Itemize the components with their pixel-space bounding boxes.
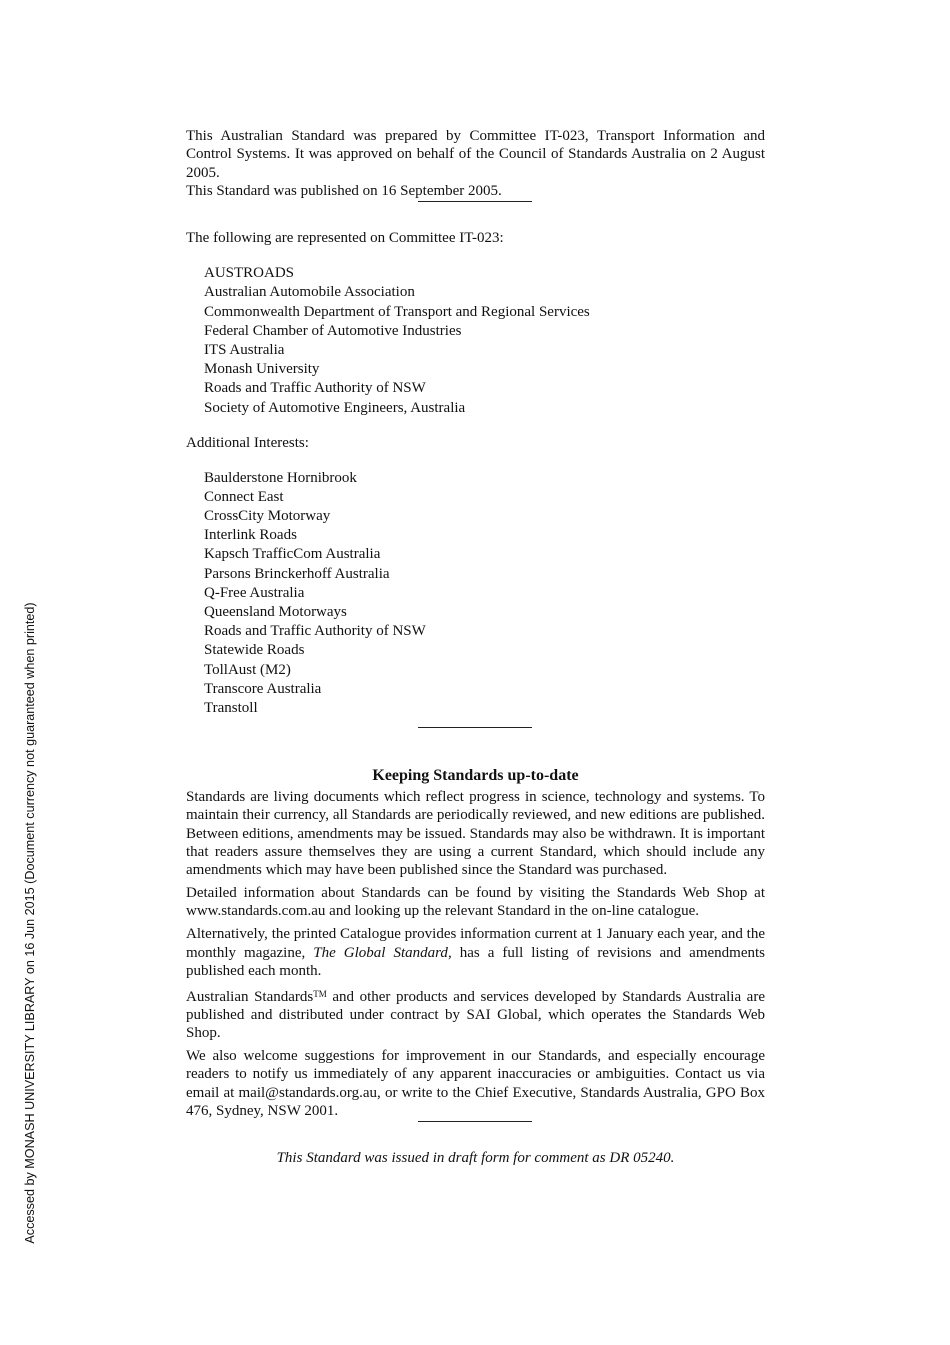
list-item: Australian Automobile Association <box>204 284 415 301</box>
committee-intro: The following are represented on Committee IT-023: <box>186 230 504 247</box>
keeping-standards-heading: Keeping Standards up-to-date <box>372 767 579 785</box>
list-item: Connect East <box>204 488 284 505</box>
paragraph-suggestions: We also welcome suggestions for improvement in our Standards, and especially encourage readers to notify us immediately of any apparent inaccuracies or ambiguities. Contact us via email at mail@standards.org.au, or write to the Chief Executive, Standards Australia, GPO Box 476, Sydney, NSW 2001. <box>186 1047 765 1119</box>
list-item: CrossCity Motorway <box>204 508 331 525</box>
list-item: Kapsch TrafficCom Australia <box>204 546 381 563</box>
divider-2 <box>418 727 532 728</box>
list-item: AUSTROADS <box>204 265 295 282</box>
list-item: Baulderstone Hornibrook <box>204 469 357 486</box>
list-item: Q-Free Australia <box>204 584 305 601</box>
paragraph-sai-global: Australian Standards™ and other products and services developed by Standards Australia are published and distributed under contract by SAI Global, which operates the Standards Web Shop. <box>186 988 765 1042</box>
list-item: Roads and Traffic Authority of NSW <box>204 380 426 397</box>
list-item: Queensland Motorways <box>204 604 347 620</box>
publication-date: This Standard was published on 16 September 2005. <box>186 182 502 199</box>
list-item: Parsons Brinckerhoff Australia <box>204 565 390 582</box>
access-watermark: Accessed by MONASH UNIVERSITY LIBRARY on 16 Jun 2015 (Document currency not guaranteed when printed) <box>23 602 37 1244</box>
divider-1 <box>418 201 532 202</box>
magazine-title: The Global Standard <box>313 944 448 961</box>
committee-member-list <box>186 264 765 418</box>
list-item: Monash University <box>204 361 320 378</box>
list-item: ITS Australia <box>204 341 285 358</box>
paragraph-web-shop: Detailed information about Standards can be found by visiting the Standards Web Shop at www.standards.com.au and looking up the relevant Standard in the on-line catalogue. <box>186 885 765 920</box>
trademark-symbol: TM <box>313 988 327 999</box>
preparation-block <box>186 127 765 200</box>
divider-3 <box>418 1121 532 1122</box>
approval-statement: This Australian Standard was prepared by Committee IT-023, Transport Information and Control Systems. It was approved on behalf of the Council of Standards Australia on 2 August 2005. <box>186 128 765 181</box>
paragraph-currency: Standards are living documents which reflect progress in science, technology and systems. To maintain their currency, all Standards are periodically reviewed, and new editions are published. Between editions, amendments may be issued. Standards may also be withdrawn. It is important that readers assure themselves they are using a current Standard, which should include any amendments which may have been published since the Standard was purchased. <box>186 789 765 879</box>
list-item: TollAust (M2) <box>204 661 291 678</box>
list-item: Commonwealth Department of Transport and Regional Services <box>204 303 590 320</box>
paragraph-catalogue: Alternatively, the printed Catalogue provides information current at 1 January each year, and the monthly magazine, The Global Standard, has a full listing of revisions and amendments published each month. <box>186 926 765 979</box>
additional-interests-heading: Additional Interests: <box>186 434 309 451</box>
list-item: Roads and Traffic Authority of NSW <box>204 623 426 640</box>
list-item: Transtoll <box>204 699 258 716</box>
list-item: Statewide Roads <box>204 642 305 659</box>
list-item: Society of Automotive Engineers, Australia <box>204 399 466 416</box>
list-item: Interlink Roads <box>204 527 297 544</box>
additional-interests-list <box>186 469 765 718</box>
draft-issue-note: This Standard was issued in draft form for comment as DR 05240. <box>276 1150 675 1167</box>
list-item: Federal Chamber of Automotive Industries <box>204 322 462 339</box>
page-content <box>186 127 765 1168</box>
keeping-standards-body <box>186 788 765 1120</box>
list-item: Transcore Australia <box>204 680 322 697</box>
